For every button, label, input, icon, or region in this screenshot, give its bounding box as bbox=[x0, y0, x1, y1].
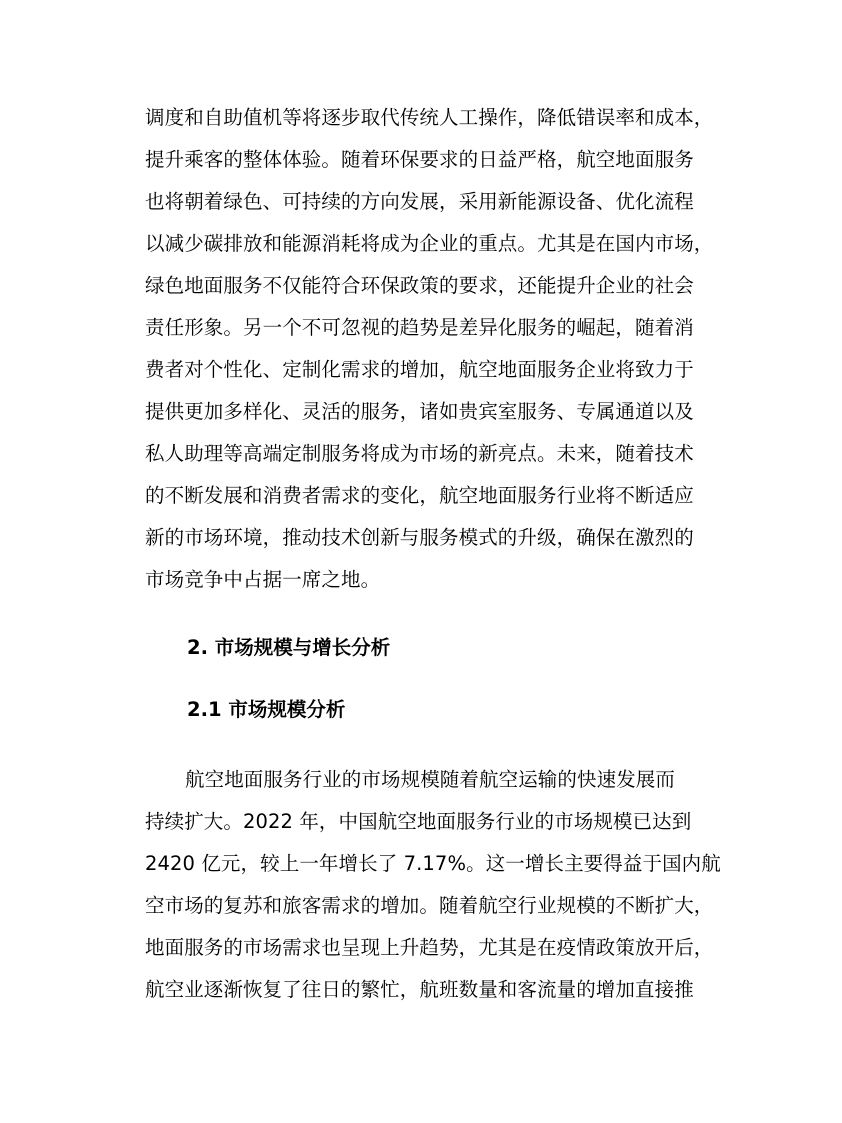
text-line: 航空业逐渐恢复了往日的繁忙，航班数量和客流量的增加直接推 bbox=[145, 978, 694, 1001]
text-line: 私人助理等高端定制服务将成为市场的新亮点。未来，随着技术 bbox=[145, 442, 694, 465]
text-line: 空市场的复苏和旅客需求的增加。随着航空行业规模的不断扩大， bbox=[145, 894, 714, 917]
text-line: 提升乘客的整体体验。随着环保要求的日益严格，航空地面服务 bbox=[145, 148, 694, 171]
text-line: 的不断发展和消费者需求的变化，航空地面服务行业将不断适应 bbox=[145, 484, 694, 507]
text-line: 绿色地面服务不仅能符合环保政策的要求，还能提升企业的社会 bbox=[145, 274, 694, 297]
text-line: 地面服务的市场需求也呈现上升趋势，尤其是在疫情政策放开后， bbox=[145, 936, 714, 959]
text-line: 以减少碳排放和能源消耗将成为企业的重点。尤其是在国内市场， bbox=[145, 232, 714, 255]
text-line: 航空地面服务行业的市场规模随着航空运输的快速发展而 bbox=[185, 768, 676, 791]
text-line: 新的市场环境，推动技术创新与服务模式的升级，确保在激烈的 bbox=[145, 526, 694, 549]
text-line: 责任形象。另一个不可忽视的趋势是差异化服务的崛起，随着消 bbox=[145, 316, 694, 339]
section-heading: 2. 市场规模与增长分析 bbox=[187, 636, 391, 659]
text-line: 持续扩大。2022 年，中国航空地面服务行业的市场规模已达到 bbox=[145, 810, 692, 833]
text-line: 费者对个性化、定制化需求的增加，航空地面服务企业将致力于 bbox=[145, 358, 694, 381]
text-line: 2420 亿元，较上一年增长了 7.17%。这一增长主要得益于国内航 bbox=[145, 852, 721, 875]
subsection-heading: 2.1 市场规模分析 bbox=[187, 698, 346, 721]
text-line: 也将朝着绿色、可持续的方向发展，采用新能源设备、优化流程 bbox=[145, 190, 694, 213]
text-line: 提供更加多样化、灵活的服务，诸如贵宾室服务、专属通道以及 bbox=[145, 400, 694, 423]
text-line: 市场竞争中占据一席之地。 bbox=[145, 568, 381, 591]
text-line: 调度和自助值机等将逐步取代传统人工操作，降低错误率和成本， bbox=[145, 106, 714, 129]
